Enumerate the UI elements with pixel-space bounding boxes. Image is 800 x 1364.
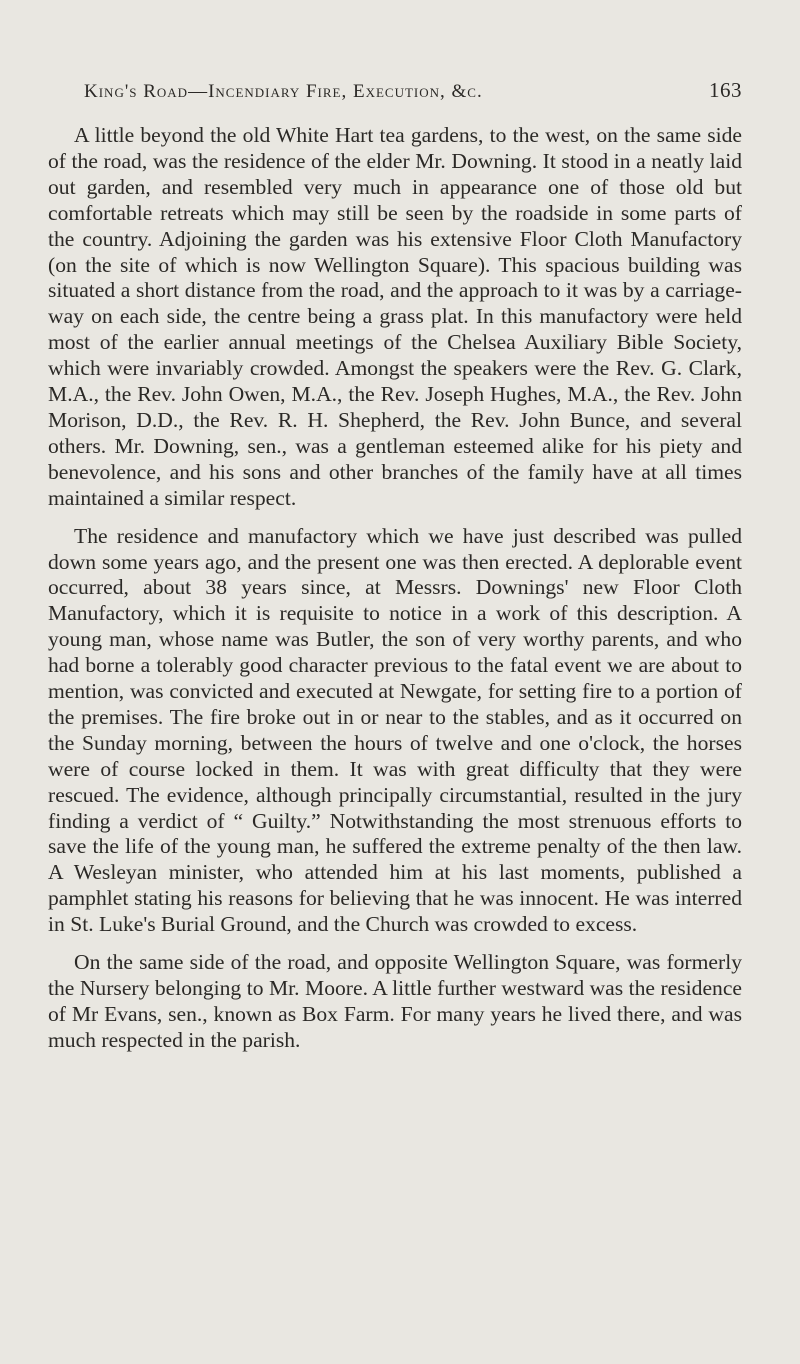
paragraph-incendiary-fire: The residence and manufactory which we have just described was pulled down some years ago, and the present one was then erected. A deplorable event occurred, about 38 years since, at Messrs. Downings' new Floor Cloth Manufactory, which it is requisite to notice in a work of this description. A young man, whose name was Butler, the son of very worthy parents, and who had borne a tolerably good character previous to the fatal event we are about to mention, was convicted and executed at Newgate, for setting fire to a portion of the premises. The fire broke out in or near to the stables, and as it occurred on the Sunday morning, between the hours of twelve and one o'clock, the horses were of course locked in them. It was with great difficulty that they were rescued. The evidence, although principally circumstantial, resulted in the jury finding a verdict of “ Guilty.” Notwithstanding the most strenuous efforts to save the life of the young man, he suffered the extreme penalty of the then law. A Wesleyan minister, who attended him at his last moments, published a pamphlet stating his reasons for believing that he was innocent. He was interred in St. Luke's Burial Ground, and the Church was crowded to excess.	[48, 523, 742, 937]
paragraph-nursery-box-farm: On the same side of the road, and opposite Wellington Square, was formerly the Nursery belonging to Mr. Moore. A little further westward was the residence of Mr Evans, sen., known as Box Farm. For many years he lived there, and was much respected in the parish.	[48, 950, 742, 1052]
body-text	[48, 123, 742, 1054]
page-number: 163	[709, 78, 742, 102]
paragraph-downing-residence: A little beyond the old White Hart tea gardens, to the west, on the same side of the road, was the residence of the elder Mr. Downing. It stood in a neatly laid out garden, and resembled very much in appearance one of those old but comfortable retreats which may still be seen by the roadside in some parts of the country. Adjoining the garden was his extensive Floor Cloth Manufactory (on the site of which is now Wellington Square). This spacious building was situated a short distance from the road, and the approach to it was by a carriage-way on each side, the centre being a grass plat. In this manufactory were held most of the earlier annual meetings of the Chelsea Auxiliary Bible Society, which were invariably crowded. Amongst the speakers were the Rev. G. Clark, M.A., the Rev. John Owen, M.A., the Rev. Joseph Hughes, M.A., the Rev. John Morison, D.D., the Rev. R. H. Shepherd, the Rev. John Bunce, and several others. Mr. Downing, sen., was a gentleman esteemed alike for his piety and benevolence, and his sons and other branches of the family have at all times maintained a similar respect.	[48, 123, 742, 510]
running-head	[84, 78, 742, 103]
running-title: King's Road—Incendiary Fire, Execution, &c.	[84, 81, 483, 102]
